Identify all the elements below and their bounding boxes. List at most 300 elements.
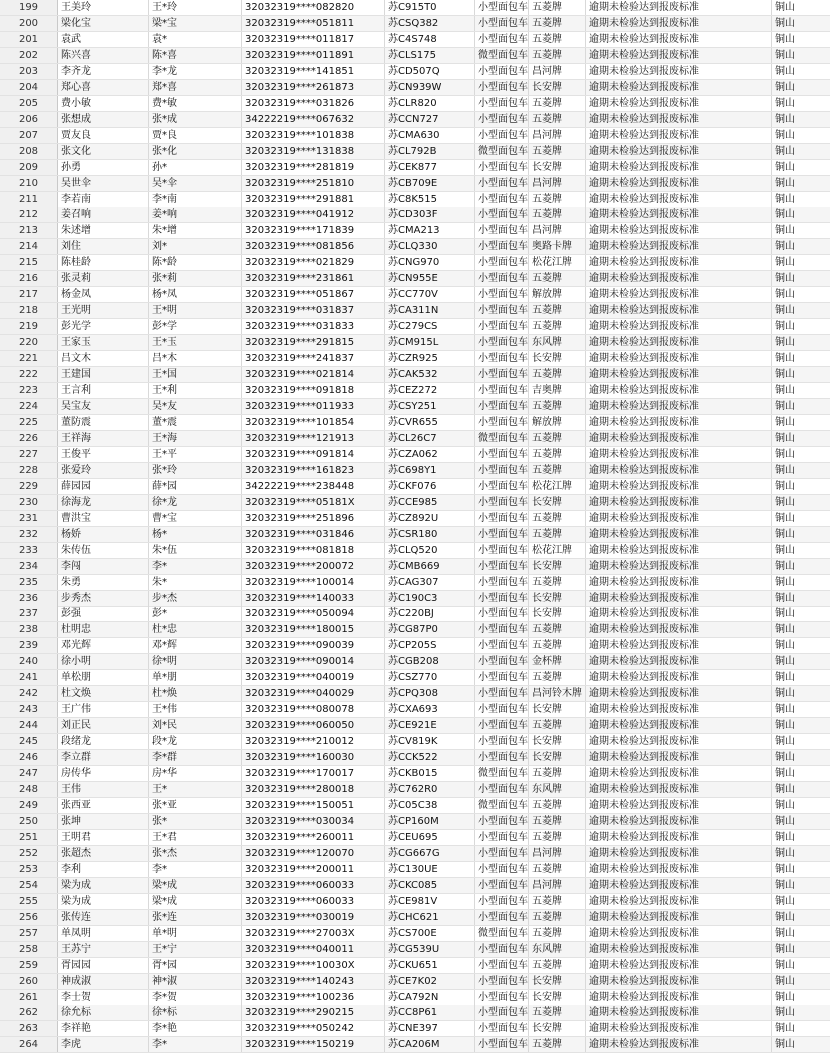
cell-reason[interactable]: 逾期未检验达到报废标准: [586, 527, 772, 543]
cell-row-number[interactable]: 215: [0, 255, 58, 271]
cell-brand[interactable]: 五菱牌: [529, 622, 586, 638]
cell-masked-id[interactable]: 32032319****091814: [242, 447, 385, 463]
cell-brand[interactable]: 长安牌: [529, 750, 586, 766]
cell-brand[interactable]: 长安牌: [529, 1021, 586, 1037]
cell-masked-id[interactable]: 32032319****260011: [242, 830, 385, 846]
cell-owner-name[interactable]: 朱勇: [58, 575, 149, 591]
cell-plate[interactable]: 苏CMA213: [385, 223, 475, 239]
cell-masked-name[interactable]: 李*: [149, 559, 242, 575]
cell-reason[interactable]: 逾期未检验达到报废标准: [586, 766, 772, 782]
cell-plate[interactable]: 苏CL26C7: [385, 431, 475, 447]
cell-owner-name[interactable]: 段绪龙: [58, 734, 149, 750]
cell-reason[interactable]: 逾期未检验达到报废标准: [586, 782, 772, 798]
cell-masked-id[interactable]: 32032319****170017: [242, 766, 385, 782]
cell-region[interactable]: 铜山: [775, 18, 795, 29]
cell-masked-name[interactable]: 徐*标: [149, 1005, 242, 1021]
cell-region[interactable]: 铜山: [775, 656, 795, 667]
cell-owner-name[interactable]: 梁化宝: [58, 16, 149, 32]
cell-masked-name[interactable]: 单*朋: [149, 670, 242, 686]
cell-region[interactable]: 铜山: [775, 593, 795, 604]
cell-region[interactable]: 铜山: [775, 864, 795, 875]
cell-vehicle-type[interactable]: 小型面包车: [475, 351, 529, 367]
cell-plate[interactable]: 苏CC8P61: [385, 1005, 475, 1021]
cell-owner-name[interactable]: 曹洪宝: [58, 511, 149, 527]
cell-brand[interactable]: 五菱牌: [529, 926, 586, 942]
cell-region[interactable]: 铜山: [775, 194, 795, 205]
cell-reason[interactable]: 逾期未检验达到报废标准: [586, 431, 772, 447]
cell-owner-name[interactable]: 陈桂龄: [58, 255, 149, 271]
cell-reason[interactable]: 逾期未检验达到报废标准: [586, 415, 772, 431]
cell-masked-id[interactable]: 32032319****150219: [242, 1037, 385, 1053]
cell-plate[interactable]: 苏CB709E: [385, 176, 475, 192]
cell-masked-name[interactable]: 王*国: [149, 367, 242, 383]
cell-region[interactable]: 铜山: [775, 353, 795, 364]
cell-row-number[interactable]: 252: [0, 846, 58, 862]
cell-region[interactable]: 铜山: [775, 401, 795, 412]
cell-masked-id[interactable]: 32032319****040011: [242, 942, 385, 958]
cell-plate[interactable]: 苏CZA062: [385, 447, 475, 463]
cell-owner-name[interactable]: 吕文木: [58, 351, 149, 367]
cell-masked-name[interactable]: 王*宁: [149, 942, 242, 958]
cell-row-number[interactable]: 248: [0, 782, 58, 798]
cell-masked-name[interactable]: 陈*龄: [149, 255, 242, 271]
cell-reason[interactable]: 逾期未检验达到报废标准: [586, 718, 772, 734]
cell-vehicle-type[interactable]: 小型面包车: [475, 910, 529, 926]
cell-vehicle-type[interactable]: 小型面包车: [475, 255, 529, 271]
cell-region[interactable]: 铜山: [775, 880, 795, 891]
cell-row-number[interactable]: 261: [0, 990, 58, 1006]
cell-owner-name[interactable]: 胥园园: [58, 958, 149, 974]
cell-masked-id[interactable]: 32032319****080078: [242, 702, 385, 718]
cell-masked-name[interactable]: 姜*响: [149, 207, 242, 223]
cell-owner-name[interactable]: 董防震: [58, 415, 149, 431]
cell-masked-id[interactable]: 32032319****091818: [242, 383, 385, 399]
cell-vehicle-type[interactable]: 小型面包车: [475, 782, 529, 798]
cell-masked-id[interactable]: 32032319****280018: [242, 782, 385, 798]
cell-reason[interactable]: 逾期未检验达到报废标准: [586, 463, 772, 479]
cell-masked-name[interactable]: 彭*: [149, 606, 242, 622]
cell-vehicle-type[interactable]: 小型面包车: [475, 128, 529, 144]
cell-region[interactable]: 铜山: [775, 257, 795, 268]
cell-owner-name[interactable]: 刘住: [58, 239, 149, 255]
cell-brand[interactable]: 长安牌: [529, 160, 586, 176]
cell-owner-name[interactable]: 李士贺: [58, 990, 149, 1006]
cell-vehicle-type[interactable]: 小型面包车: [475, 750, 529, 766]
cell-region[interactable]: 铜山: [775, 688, 795, 699]
cell-row-number[interactable]: 237: [0, 606, 58, 622]
cell-region[interactable]: 铜山: [775, 672, 795, 683]
cell-vehicle-type[interactable]: 小型面包车: [475, 319, 529, 335]
cell-masked-name[interactable]: 王*玲: [149, 0, 242, 16]
cell-vehicle-type[interactable]: 微型面包车: [475, 48, 529, 64]
cell-row-number[interactable]: 257: [0, 926, 58, 942]
cell-plate[interactable]: 苏C190C3: [385, 591, 475, 607]
cell-vehicle-type[interactable]: 小型面包车: [475, 463, 529, 479]
cell-region[interactable]: 铜山: [775, 1039, 795, 1050]
cell-masked-id[interactable]: 32032319****251896: [242, 511, 385, 527]
cell-brand[interactable]: 五菱牌: [529, 894, 586, 910]
cell-plate[interactable]: 苏CKF076: [385, 479, 475, 495]
cell-region[interactable]: 铜山: [775, 529, 795, 540]
cell-region[interactable]: 铜山: [775, 816, 795, 827]
cell-brand[interactable]: 五菱牌: [529, 511, 586, 527]
cell-masked-name[interactable]: 费*敏: [149, 96, 242, 112]
cell-region[interactable]: 铜山: [775, 928, 795, 939]
cell-vehicle-type[interactable]: 小型面包车: [475, 303, 529, 319]
cell-brand[interactable]: 五菱牌: [529, 271, 586, 287]
cell-owner-name[interactable]: 李利: [58, 862, 149, 878]
cell-masked-id[interactable]: 32032319****290215: [242, 1005, 385, 1021]
cell-vehicle-type[interactable]: 小型面包车: [475, 0, 529, 16]
cell-plate[interactable]: 苏C279CS: [385, 319, 475, 335]
cell-vehicle-type[interactable]: 小型面包车: [475, 383, 529, 399]
cell-masked-id[interactable]: 32032319****200072: [242, 559, 385, 575]
cell-owner-name[interactable]: 张灵莉: [58, 271, 149, 287]
cell-vehicle-type[interactable]: 微型面包车: [475, 766, 529, 782]
cell-region[interactable]: 铜山: [775, 784, 795, 795]
cell-brand[interactable]: 五菱牌: [529, 48, 586, 64]
cell-plate[interactable]: 苏CKB015: [385, 766, 475, 782]
cell-reason[interactable]: 逾期未检验达到报废标准: [586, 239, 772, 255]
cell-region[interactable]: 铜山: [775, 768, 795, 779]
cell-brand[interactable]: 五菱牌: [529, 798, 586, 814]
cell-owner-name[interactable]: 梁为成: [58, 894, 149, 910]
cell-owner-name[interactable]: 张超杰: [58, 846, 149, 862]
cell-vehicle-type[interactable]: 小型面包车: [475, 1005, 529, 1021]
cell-region[interactable]: 铜山: [775, 800, 795, 811]
cell-owner-name[interactable]: 王家玉: [58, 335, 149, 351]
cell-owner-name[interactable]: 杨金凤: [58, 287, 149, 303]
cell-plate[interactable]: 苏CAG307: [385, 575, 475, 591]
cell-reason[interactable]: 逾期未检验达到报废标准: [586, 303, 772, 319]
cell-region[interactable]: 铜山: [775, 704, 795, 715]
cell-masked-name[interactable]: 李*贺: [149, 990, 242, 1006]
cell-vehicle-type[interactable]: 小型面包车: [475, 64, 529, 80]
cell-brand[interactable]: 长安牌: [529, 559, 586, 575]
cell-masked-name[interactable]: 梁*成: [149, 894, 242, 910]
cell-masked-id[interactable]: 32032319****090039: [242, 638, 385, 654]
cell-region[interactable]: 铜山: [775, 178, 795, 189]
cell-plate[interactable]: 苏CC770V: [385, 287, 475, 303]
cell-brand[interactable]: 五菱牌: [529, 16, 586, 32]
cell-masked-id[interactable]: 32032319****031833: [242, 319, 385, 335]
cell-masked-name[interactable]: 房*华: [149, 766, 242, 782]
cell-row-number[interactable]: 214: [0, 239, 58, 255]
cell-owner-name[interactable]: 贾友良: [58, 128, 149, 144]
cell-region[interactable]: 铜山: [775, 289, 795, 300]
cell-masked-id[interactable]: 32032319****050242: [242, 1021, 385, 1037]
cell-masked-name[interactable]: 张*杰: [149, 846, 242, 862]
cell-region[interactable]: 铜山: [775, 577, 795, 588]
cell-masked-id[interactable]: 32032319****031826: [242, 96, 385, 112]
cell-plate[interactable]: 苏CP205S: [385, 638, 475, 654]
cell-reason[interactable]: 逾期未检验达到报废标准: [586, 670, 772, 686]
cell-row-number[interactable]: 263: [0, 1021, 58, 1037]
cell-masked-id[interactable]: 32032319****140243: [242, 974, 385, 990]
cell-region[interactable]: 铜山: [775, 98, 795, 109]
cell-masked-id[interactable]: 32032319****251810: [242, 176, 385, 192]
cell-brand[interactable]: 五菱牌: [529, 527, 586, 543]
cell-row-number[interactable]: 243: [0, 702, 58, 718]
cell-region[interactable]: 铜山: [775, 305, 795, 316]
cell-owner-name[interactable]: 王光明: [58, 303, 149, 319]
cell-row-number[interactable]: 241: [0, 670, 58, 686]
cell-owner-name[interactable]: 刘正民: [58, 718, 149, 734]
cell-owner-name[interactable]: 王美玲: [58, 0, 149, 16]
cell-plate[interactable]: 苏CG539U: [385, 942, 475, 958]
cell-region[interactable]: 铜山: [775, 944, 795, 955]
cell-masked-id[interactable]: 32032319****171839: [242, 223, 385, 239]
cell-masked-name[interactable]: 李*南: [149, 192, 242, 208]
cell-vehicle-type[interactable]: 小型面包车: [475, 670, 529, 686]
cell-reason[interactable]: 逾期未检验达到报废标准: [586, 351, 772, 367]
cell-reason[interactable]: 逾期未检验达到报废标准: [586, 32, 772, 48]
cell-masked-name[interactable]: 王*玉: [149, 335, 242, 351]
cell-reason[interactable]: 逾期未检验达到报废标准: [586, 559, 772, 575]
cell-row-number[interactable]: 244: [0, 718, 58, 734]
cell-reason[interactable]: 逾期未检验达到报废标准: [586, 383, 772, 399]
cell-reason[interactable]: 逾期未检验达到报废标准: [586, 543, 772, 559]
cell-row-number[interactable]: 247: [0, 766, 58, 782]
cell-brand[interactable]: 五菱牌: [529, 575, 586, 591]
cell-masked-id[interactable]: 32032319****060033: [242, 878, 385, 894]
cell-plate[interactable]: 苏CCN727: [385, 112, 475, 128]
cell-masked-id[interactable]: 32032319****160030: [242, 750, 385, 766]
cell-masked-id[interactable]: 32032319****281819: [242, 160, 385, 176]
cell-vehicle-type[interactable]: 小型面包车: [475, 575, 529, 591]
cell-owner-name[interactable]: 王言利: [58, 383, 149, 399]
cell-reason[interactable]: 逾期未检验达到报废标准: [586, 128, 772, 144]
cell-plate[interactable]: 苏CA206M: [385, 1037, 475, 1053]
cell-masked-name[interactable]: 董*震: [149, 415, 242, 431]
cell-brand[interactable]: 长安牌: [529, 80, 586, 96]
cell-row-number[interactable]: 203: [0, 64, 58, 80]
cell-region[interactable]: 铜山: [775, 433, 795, 444]
cell-brand[interactable]: 五菱牌: [529, 0, 586, 16]
cell-reason[interactable]: 逾期未检验达到报废标准: [586, 990, 772, 1006]
cell-owner-name[interactable]: 王明君: [58, 830, 149, 846]
cell-row-number[interactable]: 235: [0, 575, 58, 591]
cell-vehicle-type[interactable]: 小型面包车: [475, 591, 529, 607]
cell-masked-name[interactable]: 步*杰: [149, 591, 242, 607]
cell-masked-id[interactable]: 32032319****060050: [242, 718, 385, 734]
cell-masked-name[interactable]: 郑*喜: [149, 80, 242, 96]
cell-region[interactable]: 铜山: [775, 385, 795, 396]
cell-masked-id[interactable]: 32032319****261873: [242, 80, 385, 96]
cell-plate[interactable]: 苏CM915L: [385, 335, 475, 351]
cell-masked-name[interactable]: 张*化: [149, 144, 242, 160]
cell-region[interactable]: 铜山: [775, 2, 795, 13]
cell-row-number[interactable]: 206: [0, 112, 58, 128]
cell-brand[interactable]: 长安牌: [529, 974, 586, 990]
cell-vehicle-type[interactable]: 小型面包车: [475, 367, 529, 383]
cell-reason[interactable]: 逾期未检验达到报废标准: [586, 830, 772, 846]
cell-region[interactable]: 铜山: [775, 130, 795, 141]
cell-vehicle-type[interactable]: 微型面包车: [475, 798, 529, 814]
cell-owner-name[interactable]: 李闯: [58, 559, 149, 575]
cell-masked-name[interactable]: 徐*龙: [149, 495, 242, 511]
cell-masked-name[interactable]: 徐*明: [149, 654, 242, 670]
cell-region[interactable]: 铜山: [775, 896, 795, 907]
cell-brand[interactable]: 松花江牌: [529, 479, 586, 495]
cell-plate[interactable]: 苏CHC621: [385, 910, 475, 926]
cell-row-number[interactable]: 253: [0, 862, 58, 878]
cell-reason[interactable]: 逾期未检验达到报废标准: [586, 271, 772, 287]
cell-vehicle-type[interactable]: 小型面包车: [475, 399, 529, 415]
cell-plate[interactable]: 苏CA311N: [385, 303, 475, 319]
cell-plate[interactable]: 苏C220BJ: [385, 606, 475, 622]
cell-region[interactable]: 铜山: [775, 241, 795, 252]
cell-row-number[interactable]: 222: [0, 367, 58, 383]
cell-masked-name[interactable]: 杜*焕: [149, 686, 242, 702]
cell-reason[interactable]: 逾期未检验达到报废标准: [586, 447, 772, 463]
cell-masked-name[interactable]: 王*: [149, 782, 242, 798]
cell-region[interactable]: 铜山: [775, 465, 795, 476]
cell-masked-id[interactable]: 32032319****050094: [242, 606, 385, 622]
cell-vehicle-type[interactable]: 小型面包车: [475, 223, 529, 239]
cell-masked-name[interactable]: 王*利: [149, 383, 242, 399]
cell-masked-name[interactable]: 朱*: [149, 575, 242, 591]
cell-masked-name[interactable]: 刘*民: [149, 718, 242, 734]
cell-masked-id[interactable]: 32032319****040019: [242, 670, 385, 686]
cell-row-number[interactable]: 256: [0, 910, 58, 926]
cell-brand[interactable]: 松花江牌: [529, 255, 586, 271]
cell-plate[interactable]: 苏CPQ308: [385, 686, 475, 702]
cell-masked-name[interactable]: 王*海: [149, 431, 242, 447]
cell-region[interactable]: 铜山: [775, 640, 795, 651]
cell-vehicle-type[interactable]: 小型面包车: [475, 718, 529, 734]
cell-row-number[interactable]: 211: [0, 192, 58, 208]
cell-masked-name[interactable]: 刘*: [149, 239, 242, 255]
cell-reason[interactable]: 逾期未检验达到报废标准: [586, 958, 772, 974]
cell-brand[interactable]: 昌河牌: [529, 878, 586, 894]
cell-vehicle-type[interactable]: 小型面包车: [475, 479, 529, 495]
cell-reason[interactable]: 逾期未检验达到报废标准: [586, 974, 772, 990]
cell-plate[interactable]: 苏CLQ330: [385, 239, 475, 255]
cell-masked-id[interactable]: 32032319****090014: [242, 654, 385, 670]
cell-reason[interactable]: 逾期未检验达到报废标准: [586, 192, 772, 208]
cell-brand[interactable]: 五菱牌: [529, 303, 586, 319]
cell-reason[interactable]: 逾期未检验达到报废标准: [586, 750, 772, 766]
cell-row-number[interactable]: 209: [0, 160, 58, 176]
cell-plate[interactable]: 苏CXA693: [385, 702, 475, 718]
cell-masked-id[interactable]: 32032319****150051: [242, 798, 385, 814]
cell-owner-name[interactable]: 杨娇: [58, 527, 149, 543]
cell-plate[interactable]: 苏C4S748: [385, 32, 475, 48]
cell-masked-id[interactable]: 32032319****041912: [242, 207, 385, 223]
cell-brand[interactable]: 五菱牌: [529, 112, 586, 128]
cell-brand[interactable]: 五菱牌: [529, 367, 586, 383]
cell-reason[interactable]: 逾期未检验达到报废标准: [586, 1021, 772, 1037]
cell-row-number[interactable]: 259: [0, 958, 58, 974]
cell-masked-name[interactable]: 薛*园: [149, 479, 242, 495]
cell-owner-name[interactable]: 步秀杰: [58, 591, 149, 607]
cell-masked-name[interactable]: 张*玲: [149, 463, 242, 479]
cell-masked-id[interactable]: 32032319****180015: [242, 622, 385, 638]
cell-masked-name[interactable]: 张*成: [149, 112, 242, 128]
cell-vehicle-type[interactable]: 小型面包车: [475, 207, 529, 223]
cell-plate[interactable]: 苏CNG970: [385, 255, 475, 271]
cell-row-number[interactable]: 249: [0, 798, 58, 814]
cell-vehicle-type[interactable]: 小型面包车: [475, 622, 529, 638]
cell-brand[interactable]: 东风牌: [529, 335, 586, 351]
cell-vehicle-type[interactable]: 小型面包车: [475, 942, 529, 958]
cell-region[interactable]: 铜山: [775, 66, 795, 77]
cell-reason[interactable]: 逾期未检验达到报废标准: [586, 942, 772, 958]
cell-reason[interactable]: 逾期未检验达到报废标准: [586, 1005, 772, 1021]
cell-row-number[interactable]: 219: [0, 319, 58, 335]
cell-region[interactable]: 铜山: [775, 481, 795, 492]
cell-owner-name[interactable]: 王俊平: [58, 447, 149, 463]
cell-row-number[interactable]: 224: [0, 399, 58, 415]
cell-owner-name[interactable]: 杜明忠: [58, 622, 149, 638]
cell-row-number[interactable]: 208: [0, 144, 58, 160]
cell-plate[interactable]: 苏C698Y1: [385, 463, 475, 479]
cell-owner-name[interactable]: 徐小明: [58, 654, 149, 670]
cell-row-number[interactable]: 225: [0, 415, 58, 431]
cell-owner-name[interactable]: 王建国: [58, 367, 149, 383]
cell-brand[interactable]: 五菱牌: [529, 399, 586, 415]
cell-owner-name[interactable]: 单松朋: [58, 670, 149, 686]
cell-region[interactable]: 铜山: [775, 114, 795, 125]
cell-owner-name[interactable]: 邓光辉: [58, 638, 149, 654]
cell-owner-name[interactable]: 王苏宁: [58, 942, 149, 958]
cell-masked-id[interactable]: 32032319****082820: [242, 0, 385, 16]
cell-reason[interactable]: 逾期未检验达到报废标准: [586, 223, 772, 239]
cell-plate[interactable]: 苏CCE985: [385, 495, 475, 511]
cell-brand[interactable]: 昌河牌: [529, 223, 586, 239]
cell-vehicle-type[interactable]: 小型面包车: [475, 894, 529, 910]
cell-row-number[interactable]: 238: [0, 622, 58, 638]
cell-owner-name[interactable]: 王祥海: [58, 431, 149, 447]
cell-masked-id[interactable]: 32032319****081818: [242, 543, 385, 559]
cell-brand[interactable]: 长安牌: [529, 734, 586, 750]
cell-brand[interactable]: 五菱牌: [529, 766, 586, 782]
cell-row-number[interactable]: 210: [0, 176, 58, 192]
cell-owner-name[interactable]: 杜文焕: [58, 686, 149, 702]
cell-masked-name[interactable]: 孙*: [149, 160, 242, 176]
cell-reason[interactable]: 逾期未检验达到报废标准: [586, 176, 772, 192]
cell-plate[interactable]: 苏CVR655: [385, 415, 475, 431]
cell-reason[interactable]: 逾期未检验达到报废标准: [586, 112, 772, 128]
cell-reason[interactable]: 逾期未检验达到报废标准: [586, 144, 772, 160]
cell-masked-name[interactable]: 杨*凤: [149, 287, 242, 303]
cell-plate[interactable]: 苏CNE397: [385, 1021, 475, 1037]
cell-brand[interactable]: 东风牌: [529, 782, 586, 798]
cell-region[interactable]: 铜山: [775, 992, 795, 1003]
cell-vehicle-type[interactable]: 小型面包车: [475, 192, 529, 208]
cell-owner-name[interactable]: 徐海龙: [58, 495, 149, 511]
cell-region[interactable]: 铜山: [775, 225, 795, 236]
cell-brand[interactable]: 五菱牌: [529, 32, 586, 48]
cell-vehicle-type[interactable]: 小型面包车: [475, 638, 529, 654]
cell-reason[interactable]: 逾期未检验达到报废标准: [586, 399, 772, 415]
cell-masked-name[interactable]: 朱*伍: [149, 543, 242, 559]
cell-masked-name[interactable]: 张*连: [149, 910, 242, 926]
cell-masked-id[interactable]: 32032319****051811: [242, 16, 385, 32]
cell-brand[interactable]: 长安牌: [529, 990, 586, 1006]
cell-brand[interactable]: 昌河牌: [529, 64, 586, 80]
cell-brand[interactable]: 五菱牌: [529, 207, 586, 223]
cell-row-number[interactable]: 231: [0, 511, 58, 527]
cell-row-number[interactable]: 242: [0, 686, 58, 702]
cell-plate[interactable]: 苏CAK532: [385, 367, 475, 383]
cell-brand[interactable]: 昌河铃木牌: [529, 686, 586, 702]
cell-brand[interactable]: 东风牌: [529, 942, 586, 958]
cell-region[interactable]: 铜山: [775, 561, 795, 572]
cell-masked-id[interactable]: 32032319****241837: [242, 351, 385, 367]
cell-masked-id[interactable]: 32032319****291881: [242, 192, 385, 208]
